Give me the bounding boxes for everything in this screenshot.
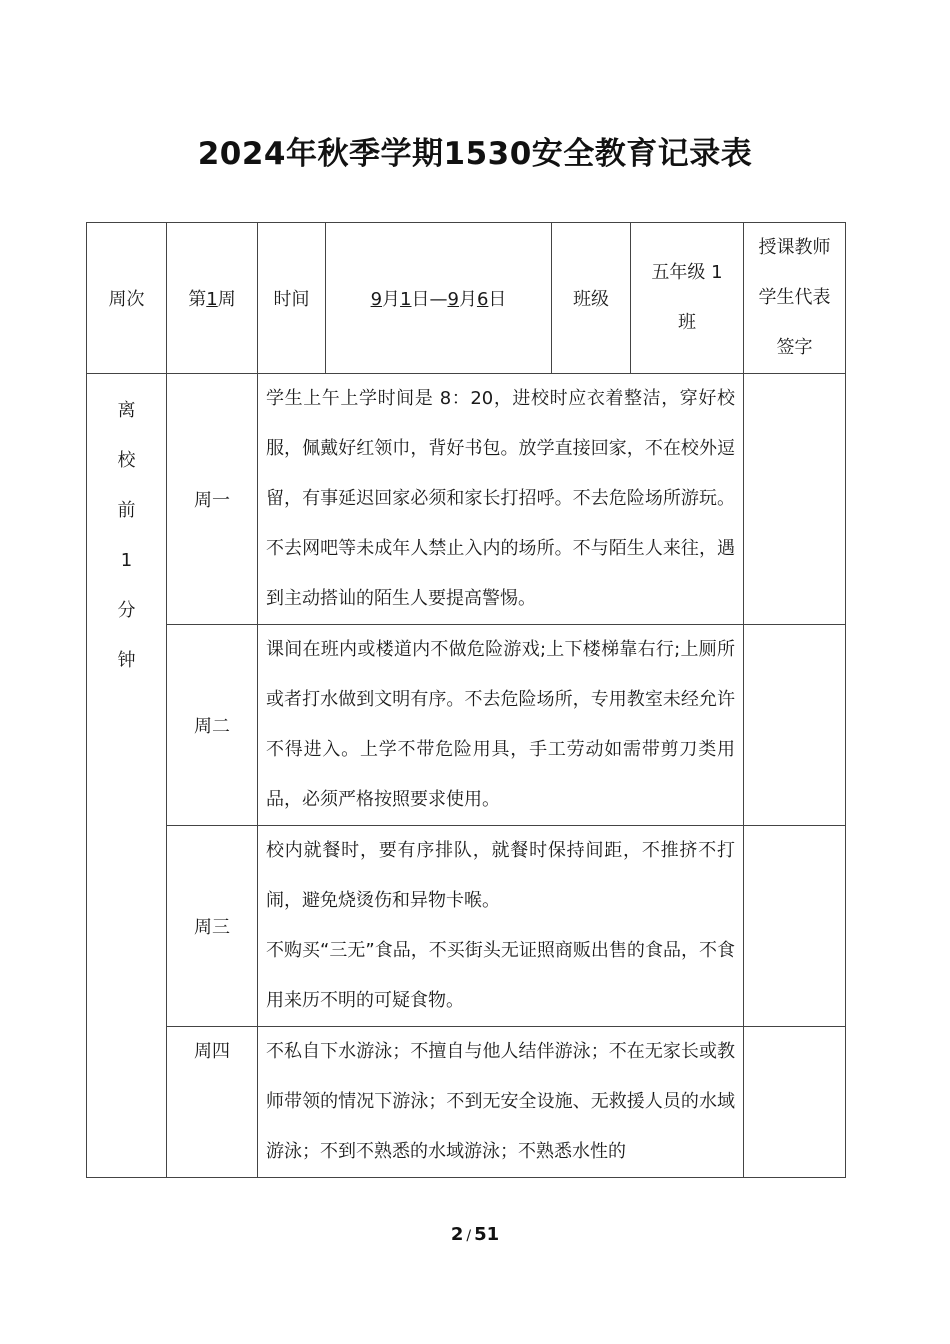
class-value: 五年级 1 班 xyxy=(631,223,744,374)
document-title: 2024年秋季学期1530安全教育记录表 xyxy=(197,136,753,172)
week-value: 第1周 xyxy=(167,223,258,374)
week-label: 周次 xyxy=(87,223,167,374)
signature-cell xyxy=(744,374,846,625)
class-label: 班级 xyxy=(552,223,631,374)
signature-cell xyxy=(744,625,846,826)
row-content: 学生上午上学时间是 8：20，进校时应衣着整洁，穿好校服，佩戴好红领巾，背好书包。放学直接回家，不在校外逗留，有事延迟回家必须和家长打招呼。不去危险场所游玩。不去网吧等未成年人禁止入内的场所。不与陌生人来往，遇到主动搭讪的陌生人要提高警惕。 xyxy=(258,374,744,625)
day-label: 周三 xyxy=(167,826,258,1027)
day-label: 周二 xyxy=(167,625,258,826)
week-number: 1 xyxy=(206,289,218,310)
signature-cell xyxy=(744,826,846,1027)
day-label: 周四 xyxy=(167,1027,258,1178)
signature-header: 授课教师 学生代表 签字 xyxy=(744,223,846,374)
table-row xyxy=(87,1027,846,1178)
row-content: 校内就餐时，要有序排队，就餐时保持间距，不推挤不打闹，避免烧烫伤和异物卡喉。 不购买“三无”食品，不买街头无证照商贩出售的食品，不食用来历不明的可疑食物。 xyxy=(258,826,744,1027)
row-content: 不私自下水游泳；不擅自与他人结伴游泳；不在无家长或教师带领的情况下游泳；不到无安全设施、无救援人员的水域游泳；不到不熟悉的水域游泳；不熟悉水性的 xyxy=(258,1027,744,1178)
section-label: 离 校 前 1 分 钟 xyxy=(87,374,167,1178)
date-range: 9月1日—9月6日 xyxy=(326,223,552,374)
page-number: 2 / 51 xyxy=(450,1224,500,1245)
time-label: 时间 xyxy=(258,223,326,374)
header-row xyxy=(87,223,846,374)
row-content: 课间在班内或楼道内不做危险游戏;上下楼梯靠右行;上厕所或者打水做到文明有序。不去危险场所，专用教室未经允许不得进入。上学不带危险用具，手工劳动如需带剪刀类用品，必须严格按照要求使用。 xyxy=(258,625,744,826)
table-row xyxy=(87,826,846,1027)
table-row xyxy=(87,374,846,625)
table-row xyxy=(87,625,846,826)
safety-record-table xyxy=(86,222,846,1178)
signature-cell xyxy=(744,1027,846,1178)
day-label: 周一 xyxy=(167,374,258,625)
